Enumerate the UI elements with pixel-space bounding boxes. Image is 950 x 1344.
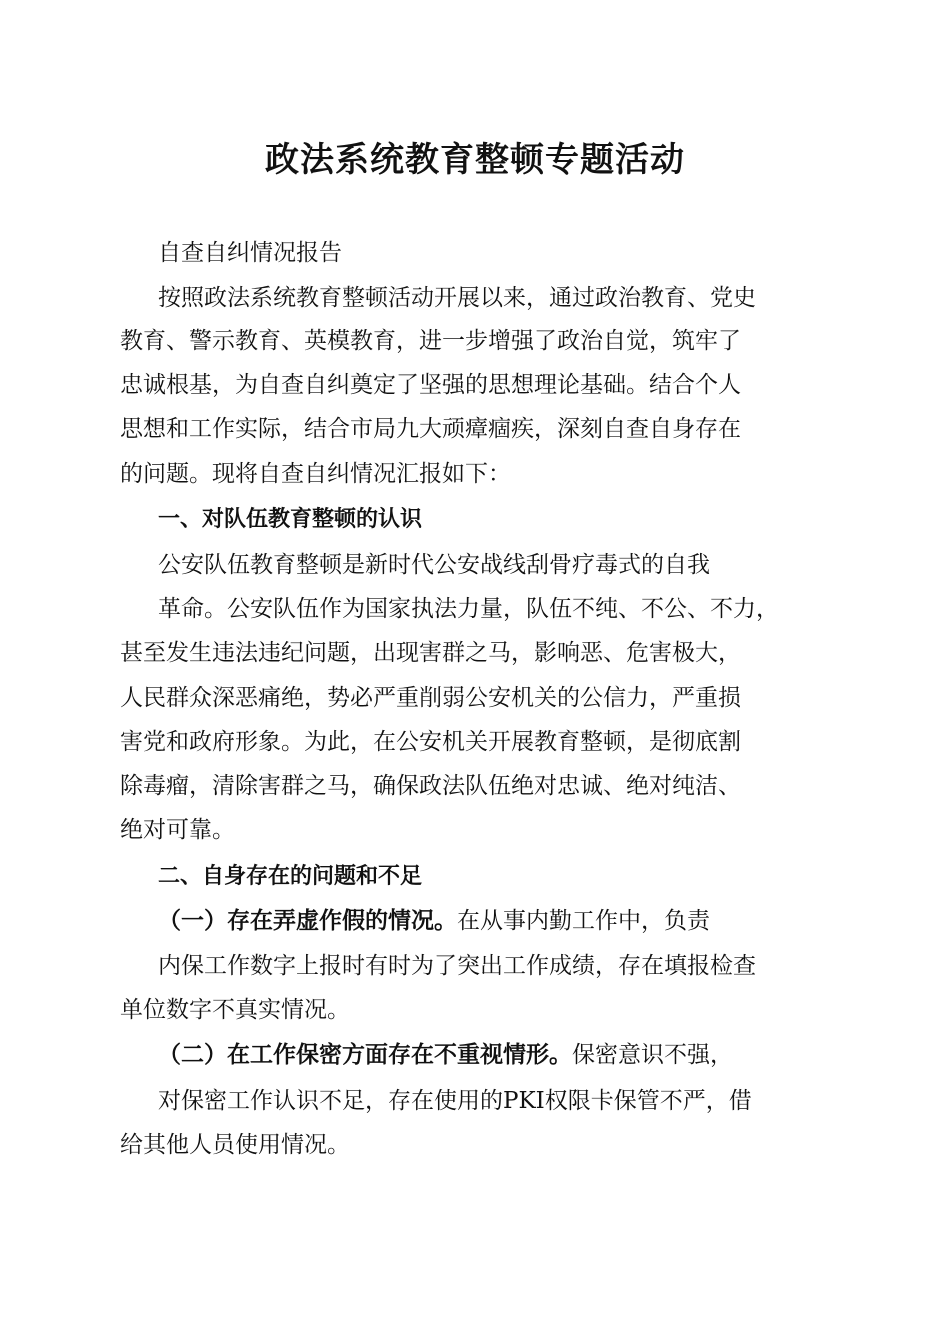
subsection-1-text: 在从事内勤工作中，负责 — [457, 908, 710, 934]
intro-line-2: 教育、警示教育、英模教育，进一步增强了政治自觉，筑牢了 — [120, 328, 741, 354]
section1-line-3: 甚至发生违法违纪问题，出现害群之马，影响恶、危害极大， — [120, 640, 741, 666]
intro-line-5: 的问题。现将自查自纠情况汇报如下： — [120, 461, 511, 487]
subsection-1-line-3: 单位数字不真实情况。 — [120, 997, 350, 1023]
subsection-2-line-2: 对保密工作认识不足，存在使用的PKI权限卡保管不严，借 — [158, 1088, 752, 1114]
intro-line-1: 按照政法系统教育整顿活动开展以来，通过政治教育、党史 — [158, 285, 756, 311]
subsection-2-heading: （二）在工作保密方面存在不重视情形。 — [158, 1041, 572, 1068]
section1-line-5: 害党和政府形象。为此，在公安机关开展教育整顿，是彻底割 — [120, 729, 741, 755]
subsection-2-line-3: 给其他人员使用情况。 — [120, 1132, 350, 1158]
section1-line-2: 革命。公安队伍作为国家执法力量，队伍不纯、不公、不力， — [158, 596, 779, 622]
subsection-2-line-1 — [158, 1040, 733, 1070]
intro-line-3: 忠诚根基，为自查自纠奠定了坚强的思想理论基础。结合个人 — [120, 372, 741, 398]
section1-line-4: 人民群众深恶痛绝，势必严重削弱公安机关的公信力，严重损 — [120, 685, 741, 711]
subsection-2-text: 保密意识不强， — [572, 1042, 733, 1068]
section1-line-1: 公安队伍教育整顿是新时代公安战线刮骨疗毒式的自我 — [158, 552, 710, 578]
report-subtitle: 自查自纠情况报告 — [158, 240, 342, 266]
section-heading-2: 二、自身存在的问题和不足 — [158, 864, 423, 889]
section1-line-6: 除毒瘤，清除害群之马，确保政法队伍绝对忠诚、绝对纯洁、 — [120, 773, 741, 799]
subsection-1-line-2: 内保工作数字上报时有时为了突出工作成绩，存在填报检查 — [158, 953, 756, 979]
section-heading-1: 一、对队伍教育整顿的认识 — [158, 507, 423, 532]
section1-line-7: 绝对可靠。 — [120, 817, 235, 843]
intro-line-4: 思想和工作实际，结合市局九大顽瘴痼疾，深刻自查自身存在 — [120, 416, 741, 442]
subsection-1-line-1 — [158, 906, 710, 936]
document-title: 政法系统教育整顿专题活动 — [265, 140, 685, 180]
subsection-1-heading: （一）存在弄虚作假的情况。 — [158, 907, 457, 934]
